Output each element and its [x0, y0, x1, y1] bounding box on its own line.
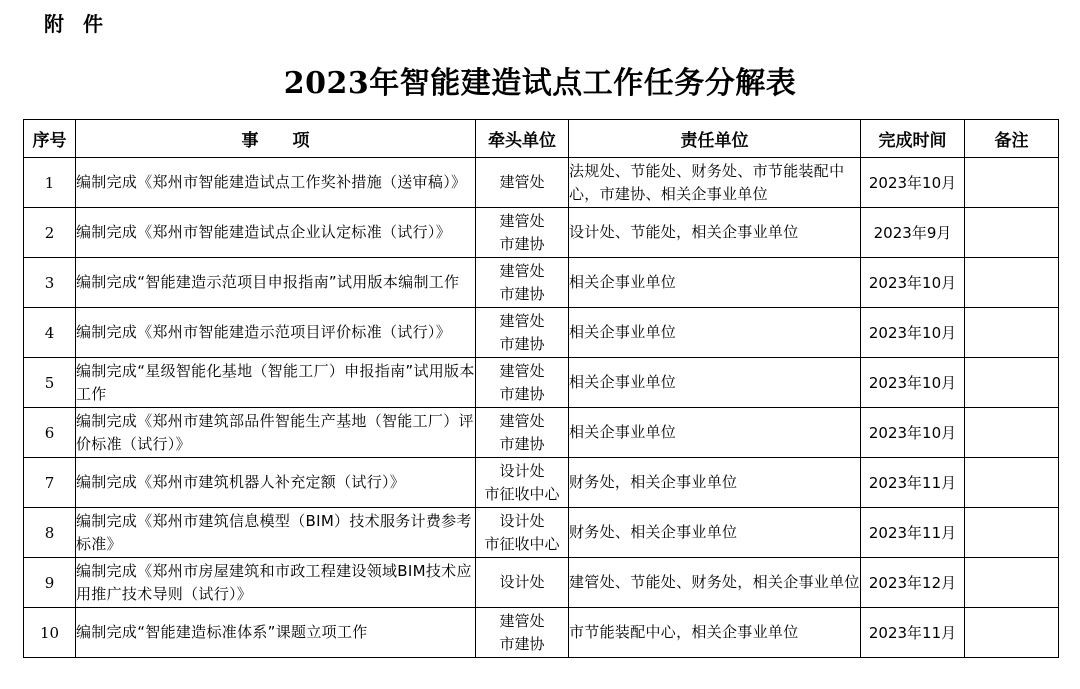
row-completion-date: 2023年11月	[861, 608, 965, 658]
row-seq: 5	[24, 358, 76, 408]
lead-unit-name: 市建协	[499, 284, 545, 303]
row-seq: 4	[24, 308, 76, 358]
row-task-item: 编制完成《郑州市智能建造示范项目评价标准（试行）》	[76, 308, 476, 358]
table-row	[24, 508, 1059, 558]
row-task-item: 编制完成《郑州市建筑部品件智能生产基地（智能工厂）评价标准（试行）》	[76, 408, 476, 458]
row-responsible-unit: 建管处、节能处、财务处，相关企事业单位	[569, 558, 861, 608]
table-row	[24, 608, 1059, 658]
lead-unit-name: 设计处	[499, 573, 545, 591]
table-row	[24, 408, 1059, 458]
lead-unit-name: 市建协	[499, 334, 545, 353]
row-responsible-unit: 市节能装配中心，相关企事业单位	[569, 608, 861, 658]
row-remarks	[965, 308, 1059, 358]
document-title: 2023年智能建造试点工作任务分解表	[283, 66, 797, 101]
row-seq: 3	[24, 258, 76, 308]
row-lead-unit	[476, 258, 569, 308]
row-completion-date: 2023年12月	[861, 558, 965, 608]
row-remarks	[965, 408, 1059, 458]
row-task-item: 编制完成“星级智能化基地（智能工厂）申报指南”试用版本工作	[76, 358, 476, 408]
row-lead-unit	[476, 158, 569, 208]
row-lead-unit	[476, 208, 569, 258]
lead-unit-name: 市建协	[499, 434, 545, 453]
table-row	[24, 208, 1059, 258]
row-remarks	[965, 258, 1059, 308]
lead-unit-name: 市建协	[499, 384, 545, 403]
lead-unit-name: 市建协	[499, 634, 545, 653]
row-task-item: 编制完成《郑州市房屋建筑和市政工程建设领域BIM技术应用推广技术导则（试行）》	[76, 558, 476, 608]
lead-unit-name: 设计处	[499, 511, 545, 530]
col-header-lead-unit: 牵头单位	[476, 120, 569, 158]
row-responsible-unit: 法规处、节能处、财务处、市节能装配中心，市建协、相关企事业单位	[569, 158, 861, 208]
col-header-responsible-unit: 责任单位	[569, 120, 861, 158]
attachment-label: 附 件	[44, 12, 109, 36]
row-responsible-unit: 财务处，相关企事业单位	[569, 458, 861, 508]
row-task-item: 编制完成“智能建造示范项目申报指南”试用版本编制工作	[76, 258, 476, 308]
table-row	[24, 258, 1059, 308]
lead-unit-name: 建管处	[499, 311, 545, 330]
row-completion-date: 2023年10月	[861, 408, 965, 458]
table-body	[24, 158, 1059, 658]
row-responsible-unit: 相关企事业单位	[569, 308, 861, 358]
lead-unit-name: 市征收中心	[484, 534, 560, 553]
row-task-item: 编制完成《郑州市建筑机器人补充定额（试行）》	[76, 458, 476, 508]
row-task-item: 编制完成《郑州市智能建造试点工作奖补措施（送审稿）》	[76, 158, 476, 208]
lead-unit-name: 建管处	[499, 611, 545, 630]
row-seq: 7	[24, 458, 76, 508]
table-row	[24, 458, 1059, 508]
table-row	[24, 308, 1059, 358]
row-lead-unit	[476, 408, 569, 458]
row-responsible-unit: 相关企事业单位	[569, 358, 861, 408]
lead-unit-name: 建管处	[499, 211, 545, 230]
row-remarks	[965, 458, 1059, 508]
row-completion-date: 2023年10月	[861, 158, 965, 208]
table-header	[24, 120, 1059, 158]
row-seq: 8	[24, 508, 76, 558]
row-lead-unit	[476, 458, 569, 508]
row-seq: 6	[24, 408, 76, 458]
row-task-item: 编制完成《郑州市智能建造试点企业认定标准（试行）》	[76, 208, 476, 258]
row-seq: 10	[24, 608, 76, 658]
table-row	[24, 558, 1059, 608]
col-header-completion-date: 完成时间	[861, 120, 965, 158]
row-remarks	[965, 158, 1059, 208]
row-lead-unit	[476, 358, 569, 408]
table-row	[24, 358, 1059, 408]
lead-unit-name: 建管处	[499, 261, 545, 280]
row-task-item: 编制完成《郑州市建筑信息模型（BIM）技术服务计费参考标准》	[76, 508, 476, 558]
row-seq: 9	[24, 558, 76, 608]
col-header-item: 事 项	[76, 120, 476, 158]
row-remarks	[965, 358, 1059, 408]
lead-unit-name: 市征收中心	[484, 484, 560, 503]
row-responsible-unit: 相关企事业单位	[569, 408, 861, 458]
row-remarks	[965, 558, 1059, 608]
lead-unit-name: 建管处	[499, 411, 545, 430]
row-responsible-unit: 相关企事业单位	[569, 258, 861, 308]
row-responsible-unit: 设计处、节能处，相关企事业单位	[569, 208, 861, 258]
col-header-seq: 序号	[24, 120, 76, 158]
task-table	[23, 119, 1059, 658]
row-completion-date: 2023年10月	[861, 358, 965, 408]
table-row	[24, 158, 1059, 208]
row-responsible-unit: 财务处、相关企事业单位	[569, 508, 861, 558]
lead-unit-name: 建管处	[499, 173, 545, 191]
lead-unit-name: 建管处	[499, 361, 545, 380]
row-completion-date: 2023年11月	[861, 508, 965, 558]
row-seq: 1	[24, 158, 76, 208]
row-lead-unit	[476, 608, 569, 658]
row-completion-date: 2023年9月	[861, 208, 965, 258]
col-header-remarks: 备注	[965, 120, 1059, 158]
row-lead-unit	[476, 508, 569, 558]
lead-unit-name: 设计处	[499, 461, 545, 480]
row-completion-date: 2023年10月	[861, 308, 965, 358]
lead-unit-name: 市建协	[499, 234, 545, 253]
row-lead-unit	[476, 558, 569, 608]
row-lead-unit	[476, 308, 569, 358]
row-completion-date: 2023年11月	[861, 458, 965, 508]
row-remarks	[965, 208, 1059, 258]
row-task-item: 编制完成“智能建造标准体系”课题立项工作	[76, 608, 476, 658]
row-remarks	[965, 608, 1059, 658]
row-remarks	[965, 508, 1059, 558]
row-completion-date: 2023年10月	[861, 258, 965, 308]
header-row	[24, 120, 1059, 158]
row-seq: 2	[24, 208, 76, 258]
